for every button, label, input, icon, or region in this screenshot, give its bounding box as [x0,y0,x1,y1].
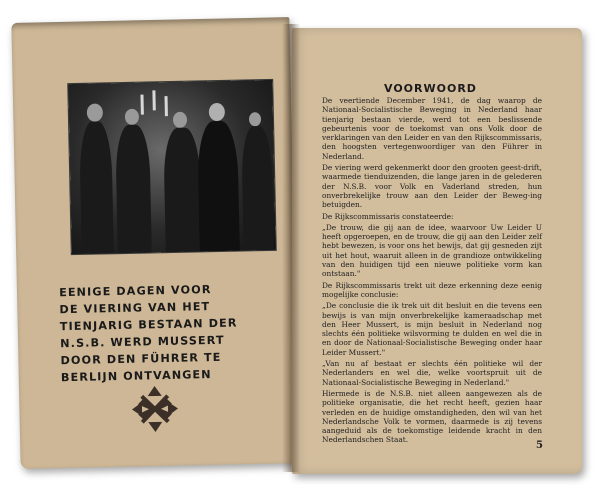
paragraph: „De conclusie die ik trek uit dit besluit en die tevens een bewijs is van mijn onverbrekelijke kameraadschap met den Heer Mussert, is mijn besluit in Nederland nog slechts één politieke wilsvorming te dulden en wel die in en door de Nationaal-Socialistische Beweging onder haar Leider Mussert." [322,301,542,357]
paragraph: De Rijkscommissaris trekt uit deze erkenning deze eenig mogelijke conclusie: [322,280,542,299]
emblem-icon [129,383,180,434]
paragraph: „De trouw, die gij aan de idee, waarvoor Uw Leider U heeft opgeroepen, en de trouw, die gij aan den Leider zelf hebt bewezen, is voor ons het bewijs, dat gij gesneden zijt uit het hout, waaruit alleen in de grandioze ontwikkeling van den huidigen tijd een nieuwe politieke vorm kan ontstaan." [322,222,542,279]
paragraph: De veertiende December 1941, de dag waarop de Nationaal-Socialistische Beweging in Nederland haar tienjarig bestaan vierde, werd tot een beslissende gebeurtenis voor de toekomst van ons Volk door de verklaringen van den Leider en van den Rijkscommissaris, den hoogsten vertegenwoordiger van den Führer in Nederland. [322,96,542,161]
paragraph: „Van nu af bestaat er slechts één politieke wil der Nederlanders en wel die, welke voortspruit uit de Nationaal-Socialistische Beweging in Nederland." [322,359,542,387]
photograph [68,80,276,254]
paragraph: De Rijkscommissaris constateerde: [322,211,454,221]
paragraph: De viering werd gekenmerkt door den grooten geest-drift, waarmede tienduizenden, die lange jaren in de gelederen der N.S.B. voor Volk en Vaderland streden, hun onverbrekelijke trouw aan den Leider der Beweg-ing betuigden. [322,163,542,210]
page-number: 5 [536,440,543,451]
paragraph: Hiermede is de N.S.B. niet alleen aangewezen als de politieke organisatie, die het recht heeft, gezien haar verleden en de huidige omstandigheden, den wil van het Nederlandsche Volk te vormen, daarmede is zij tevens aangeduid als de toekomstige leidende kracht in den Nederlandschen Staat. [322,388,542,445]
book-gutter [282,24,300,472]
photo-caption: EENIGE DAGEN VOOR DE VIERING VAN HET TIENJARIG BESTAAN DER N.S.B. WERD MUSSERT DOOR DEN FÜHRER TE BERLIJN ONTVANGEN [58,283,238,385]
foreword-text [322,96,542,447]
page-heading: VOORWOORD [384,82,477,95]
